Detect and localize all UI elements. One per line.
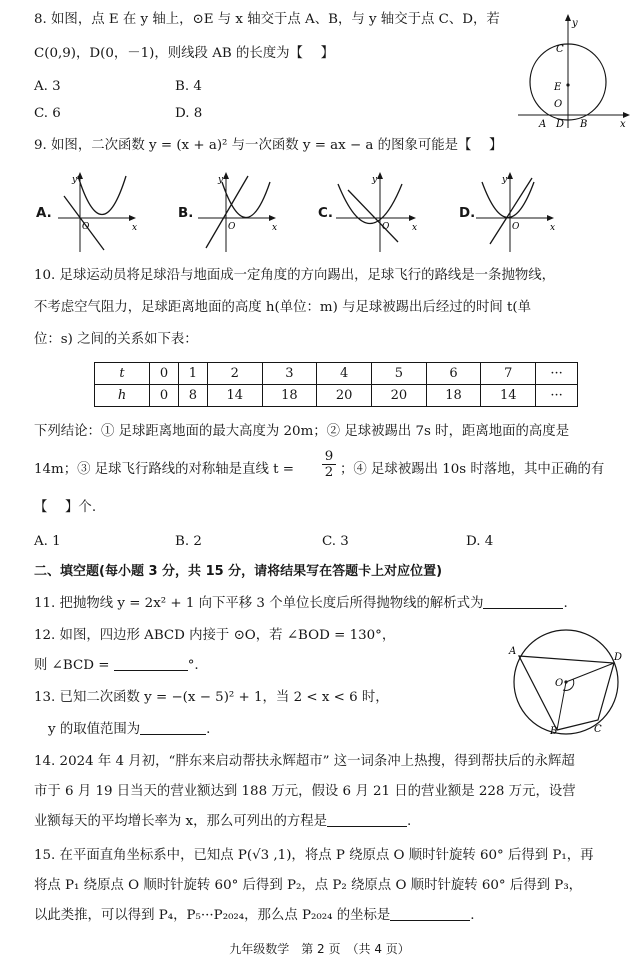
graph-b-x-label: x: [272, 223, 278, 233]
q8-label-y: y: [572, 18, 578, 29]
q8-center-dot: [566, 83, 569, 86]
q10-line-3: 位：s) 之间的关系如下表：: [34, 332, 198, 347]
q9-graph-a: [56, 168, 140, 254]
table-cell: 5: [371, 363, 426, 385]
q11-text: 11. 把抛物线 y = 2x² + 1 向下平移 3 个单位长度后所得抛物线的解析式为: [34, 596, 484, 611]
q13-line-1: 13. 已知二次函数 y = −(x − 5)² + 1，当 2 < x < 6 时，: [34, 690, 389, 705]
q12-answer-blank: [114, 670, 188, 671]
q10-line-5a: 14m；③ 足球飞行路线的对称轴是直线 t =: [34, 462, 294, 477]
table-cell: h: [95, 385, 150, 407]
graph-a-x-arrow-icon: [129, 215, 136, 221]
q12-circle-figure: [500, 628, 636, 736]
q8-label-o: O: [554, 99, 563, 110]
q12-line-1: 12. 如图，四边形 ABCD 内接于 ⊙O，若 ∠BOD = 130°，: [34, 628, 396, 643]
table-cell: t: [95, 363, 150, 385]
table-cell: 18: [426, 385, 481, 407]
q8-line-1: 8. 如图，点 E 在 y 轴上，⊙E 与 x 轴交于点 A、B，与 y 轴交于点 C、D，若: [34, 12, 500, 27]
graph-d-x-arrow-icon: [547, 215, 554, 221]
q9-label-d: D.: [459, 206, 476, 221]
graph-c-y-label: y: [372, 175, 378, 185]
q8-x-arrow-icon: [623, 112, 630, 118]
q12-label-d: D: [614, 652, 623, 663]
q10-option-b: B. 2: [175, 534, 202, 549]
q8-label-a: A: [539, 119, 547, 130]
graph-a-x-label: x: [132, 223, 138, 233]
graph-a-y-arrow-icon: [77, 172, 83, 179]
q15-line-1: 15. 在平面直角坐标系中，已知点 P(√3 ,1)，将点 P 绕原点 O 顺时针旋转 60° 后得到 P₁，再: [34, 848, 594, 863]
q13-answer-blank: [140, 734, 206, 735]
q9-label-a: A.: [36, 206, 52, 221]
q8-line-2: C(0,9)，D(0，－1)，则线段 AB 的长度为【 】: [34, 46, 334, 61]
graph-b-line: [206, 176, 248, 248]
graph-c-origin-label: O: [382, 222, 390, 232]
table-cell: 7: [481, 363, 536, 385]
q12-text: 则 ∠BCD =: [34, 658, 110, 673]
graph-b-x-arrow-icon: [269, 215, 276, 221]
q12-degree: °.: [187, 658, 199, 673]
q9-graph-d: [474, 168, 558, 254]
q11-answer-blank: [483, 608, 563, 609]
table-cell: ···: [536, 385, 578, 407]
q12-label-a: A: [509, 646, 517, 657]
table-cell: 1: [178, 363, 207, 385]
q12-label-o: O: [555, 678, 564, 689]
q8-option-b: B. 4: [175, 79, 202, 94]
q12-radius-ob: [557, 682, 566, 730]
q10-data-table: [94, 362, 578, 407]
q10-line-6: 【 】个.: [34, 500, 97, 515]
table-cell: 6: [426, 363, 481, 385]
q10-line-2: 不考虑空气阻力，足球距离地面的高度 h(单位：m) 与足球被踢出后经过的时间 t(单: [34, 300, 532, 315]
graph-c-x-arrow-icon: [409, 215, 416, 221]
q12-label-c: C: [594, 724, 602, 735]
q14-text: 业额每天的平均增长率为 x，那么可列出的方程是: [34, 814, 328, 829]
q9-graph-c: [334, 168, 420, 254]
q8-option-d: D. 8: [175, 106, 203, 121]
graph-b-y-label: y: [218, 175, 224, 185]
q10-option-c: C. 3: [322, 534, 349, 549]
table-cell: 3: [262, 363, 317, 385]
q14-line-1: 14. 2024 年 4 月初，“胖东来启动帮扶永辉超市” 这一词条冲上热搜，得到帮扶后的永辉超: [34, 754, 575, 769]
q8-label-x: x: [620, 119, 626, 130]
q9-line-1: 9. 如图，二次函数 y = (x + a)² 与一次函数 y = ax − a 的图象可能是【 】: [34, 138, 503, 153]
q10-option-d: D. 4: [466, 534, 494, 549]
q9-label-c: C.: [318, 206, 333, 221]
q13-text: y 的取值范围为: [48, 722, 141, 737]
q12-quadrilateral: [519, 656, 614, 730]
graph-d-x-label: x: [550, 223, 556, 233]
q10-option-a: A. 1: [34, 534, 61, 549]
graph-a-origin-label: O: [82, 222, 90, 232]
q8-circle-figure: [512, 6, 634, 130]
q8-label-c: C: [556, 44, 564, 55]
table-row-t: [95, 363, 578, 385]
table-cell: 2: [207, 363, 262, 385]
graph-d-origin-label: O: [512, 222, 520, 232]
table-cell: 14: [207, 385, 262, 407]
fraction-denominator: 2: [322, 464, 336, 480]
graph-b-parabola: [222, 182, 270, 218]
q9-label-b: B.: [178, 206, 194, 221]
graph-a-y-label: y: [72, 175, 78, 185]
graph-c-x-label: x: [412, 223, 418, 233]
table-cell: 4: [317, 363, 372, 385]
table-cell: 18: [262, 385, 317, 407]
table-cell: 0: [150, 363, 179, 385]
table-cell: 20: [317, 385, 372, 407]
q14-answer-blank: [327, 826, 407, 827]
graph-c-y-arrow-icon: [377, 172, 383, 179]
q10-line-1: 10. 足球运动员将足球沿与地面成一定角度的方向踢出，足球飞行的路线是一条抛物线，: [34, 268, 556, 283]
q8-label-b: B: [580, 119, 588, 130]
q15-line-3: 以此类推，可以得到 P₄，P₅···P₂₀₂₄，那么点 P₂₀₂₄ 的坐标是 .: [34, 908, 475, 923]
q12-label-b: B: [550, 726, 558, 736]
q15-text: 以此类推，可以得到 P₄，P₅···P₂₀₂₄，那么点 P₂₀₂₄ 的坐标是: [34, 908, 391, 923]
q10-line-5b: ；④ 足球被踢出 10s 时落地，其中正确的有: [340, 462, 605, 477]
table-cell: 8: [178, 385, 207, 407]
table-cell: 14: [481, 385, 536, 407]
q9-graph-b: [196, 168, 280, 254]
q8-option-c: C. 6: [34, 106, 61, 121]
q8-label-e: E: [554, 82, 562, 93]
graph-d-y-arrow-icon: [507, 172, 513, 179]
q14-line-3: 业额每天的平均增长率为 x，那么可列出的方程是 .: [34, 814, 412, 829]
q8-y-arrow-icon: [565, 14, 571, 21]
table-cell: 20: [371, 385, 426, 407]
q12-line-2: [34, 656, 199, 676]
q12-center-dot: [564, 680, 567, 683]
graph-b-y-arrow-icon: [223, 172, 229, 179]
q13-line-2: y 的取值范围为 .: [34, 720, 210, 740]
page-footer: 九年级数学 第 2 页 （共 4 页）: [229, 942, 410, 956]
q8-label-d: D: [556, 119, 565, 130]
table-cell: ···: [536, 363, 578, 385]
q11-line: 11. 把抛物线 y = 2x² + 1 向下平移 3 个单位长度后所得抛物线的解析式为 .: [34, 596, 568, 611]
q10-fraction: [322, 449, 336, 480]
graph-d-y-label: y: [502, 175, 508, 185]
q8-option-a: A. 3: [34, 79, 61, 94]
graph-a-parabola: [78, 176, 126, 215]
q14-line-2: 市于 6 月 19 日当天的营业额达到 188 万元，假设 6 月 21 日的营业额是 228 万元，设营: [34, 784, 576, 799]
graph-b-origin-label: O: [228, 222, 236, 232]
table-row-h: [95, 385, 578, 407]
section-2-heading: 二、填空题(每小题 3 分，共 15 分，请将结果写在答题卡上对应位置): [34, 564, 443, 579]
q10-line-4: 下列结论：① 足球距离地面的最大高度为 20m；② 足球被踢出 7s 时，距离地面的高度是: [34, 424, 570, 439]
table-cell: 0: [150, 385, 179, 407]
fraction-numerator: 9: [324, 449, 334, 464]
q15-line-2: 将点 P₁ 绕原点 O 顺时针旋转 60° 后得到 P₂，点 P₂ 绕原点 O 顺时针旋转 60° 后得到 P₃，: [34, 878, 583, 893]
q15-answer-blank: [390, 920, 470, 921]
